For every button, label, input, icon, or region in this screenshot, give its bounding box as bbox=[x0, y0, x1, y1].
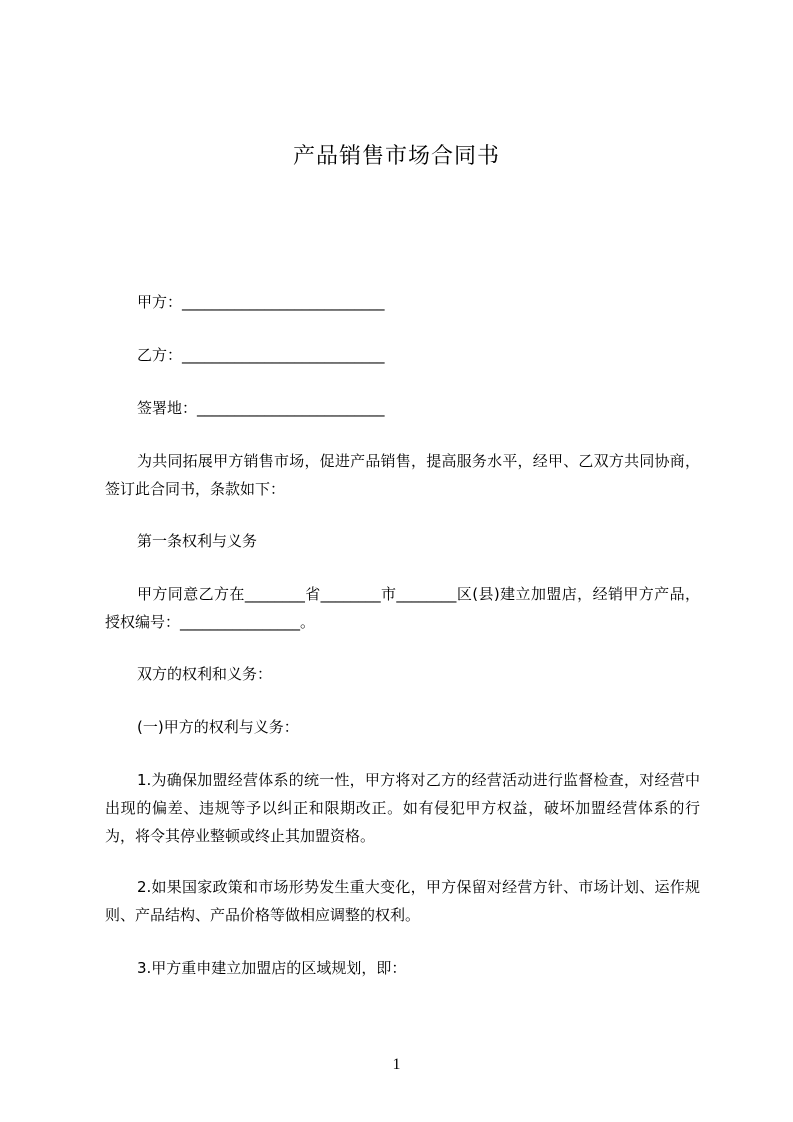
article1-paragraph: 甲方同意乙方在________省________市________区(县)建立加盟店，经销甲方产品，授权编号：________________。 bbox=[105, 585, 700, 631]
article1-heading: 第一条权利与义务 bbox=[137, 532, 258, 550]
party-b-line bbox=[137, 341, 385, 369]
party-a-label: 甲方： bbox=[137, 293, 183, 311]
signing-place-label: 签署地： bbox=[137, 399, 198, 417]
party-b-label: 乙方： bbox=[137, 346, 183, 364]
signing-place-blank: _________________________ bbox=[197, 399, 385, 417]
page-number: 1 bbox=[392, 1056, 401, 1073]
document-title: 产品销售市场合同书 bbox=[292, 144, 500, 169]
party-a-section-heading: (一)甲方的权利与义务： bbox=[137, 718, 299, 736]
clause-2: 2.如果国家政策和市场形势发生重大变化，甲方保留对经营方针、市场计划、运作规则、产品结构、产品价格等做相应调整的权利。 bbox=[105, 878, 700, 924]
signing-place-line bbox=[137, 394, 385, 422]
clause-3: 3.甲方重申建立加盟店的区域规划，即： bbox=[137, 959, 407, 977]
party-a-line bbox=[137, 288, 385, 316]
party-b-blank: ___________________________ bbox=[182, 346, 385, 364]
clause-1: 1.为确保加盟经营体系的统一性，甲方将对乙方的经营活动进行监督检查，对经营中出现的偏差、违规等予以纠正和限期改正。如有侵犯甲方权益，破坏加盟经营体系的行为，将令其停业整顿或终止其加盟资格。 bbox=[105, 771, 700, 845]
intro-paragraph: 为共同拓展甲方销售市场，促进产品销售，提高服务水平，经甲、乙双方共同协商，签订此合同书，条款如下： bbox=[105, 452, 700, 498]
party-a-blank: ___________________________ bbox=[182, 293, 385, 311]
rights-heading: 双方的权利和义务： bbox=[137, 665, 273, 683]
